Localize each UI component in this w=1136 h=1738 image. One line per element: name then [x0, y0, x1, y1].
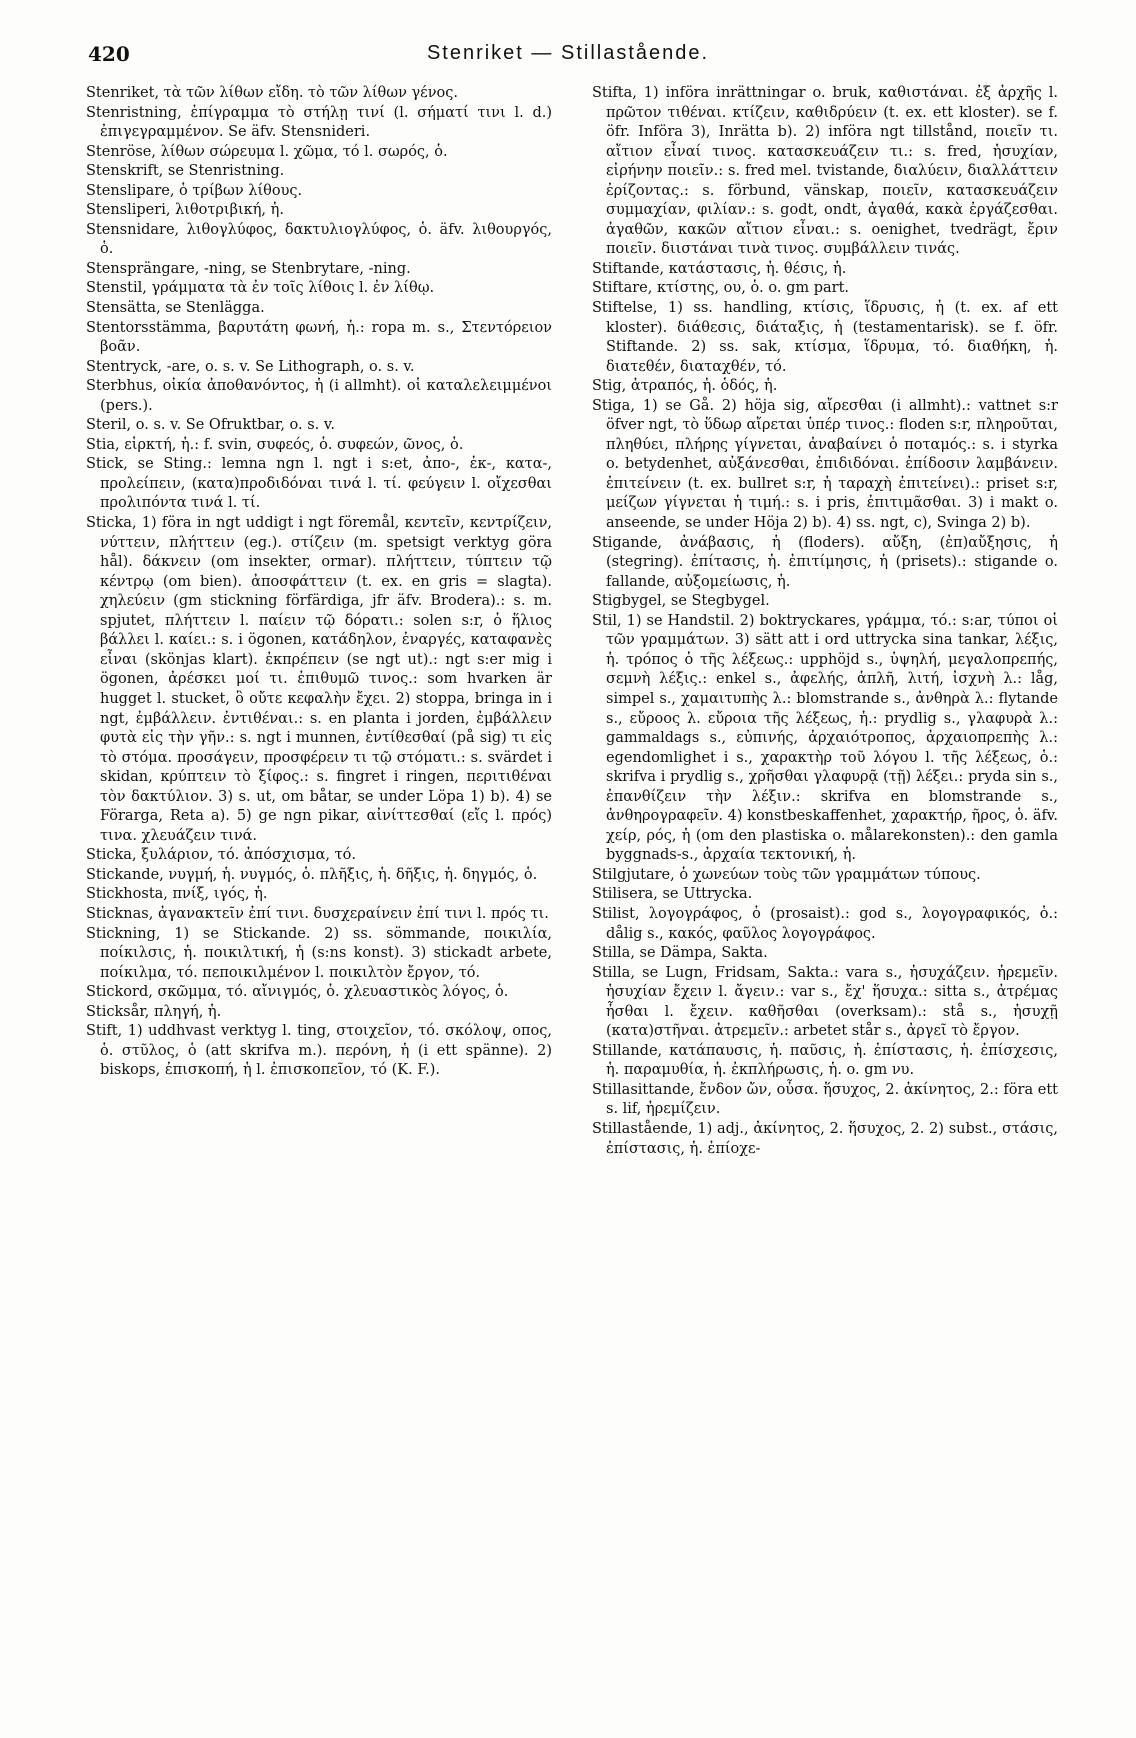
dictionary-entry: Stensliperi, λιθοτριβική, ἡ.	[86, 202, 284, 219]
dictionary-entry: Stiftare, κτίστης, ου, ὁ. o. gm part.	[592, 280, 850, 297]
dictionary-entry: Stilgjutare, ὁ χωνεύων τοὺς τῶν γραμμάτων τύπους.	[592, 866, 981, 883]
dictionary-entry: Stickning, 1) se Stickande. 2) ss. sömmande, ποικιλία, ποίκιλσις, ἡ. ποικιλτική, ἡ (s:ns konst). 3) stickadt arbete, ποίκιλμα, τό. πεποικιλμένον l. ποικιλτὸν ἔργον, τό.	[86, 925, 552, 981]
page-number: 420	[88, 42, 130, 66]
dictionary-entry: Stickande, νυγμή, ἡ. νυγμός, ὁ. πλῆξις, ἡ. δῆξις, ἡ. δηγμός, ὁ.	[86, 866, 538, 883]
dictionary-entry: Stensprängare, -ning, se Stenbrytare, -ning.	[86, 260, 411, 277]
dictionary-entry: Stia, εἱρκτή, ἡ.: f. svin, συφεός, ὁ. συφεών, ῶνος, ὁ.	[86, 436, 464, 453]
dictionary-entry: Stenskrift, se Stenristning.	[86, 163, 285, 180]
dictionary-entry: Sticksår, πληγή, ἡ.	[86, 1003, 222, 1020]
dictionary-entry: Stig, ἀτραπός, ἡ. ὁδός, ἡ.	[592, 378, 778, 395]
dictionary-entry: Sticka, 1) föra in ngt uddigt i ngt föremål, κεντεῖν, κεντρίζειν, νύττειν, πλήττειν (eg.). στίζειν (m. spetsigt verktyg göra hål). δάκνειν (om insekter, ormar). πλήττειν, τύπτειν τῷ κέντρῳ (om bien). ἀποσφάττειν (t. ex. en gris = slagta). χηλεύειν (gm stickning förfärdiga, jfr äfv. Brodera).: s. m. spjutet, πλήττειν l. παίειν τῷ δόρατι.: solen s:r, ὁ ἥλιος βάλλει l. καίει.: s. i ögonen, κατάδηλον, ἐναργές, καταφανὲς εἶναι (skönjas klart). ἐκπρέπειν (se ngt ut).: ngt s:er mig i ögonen, ἀρέσκει μοί τι. ἐπιθυμῶ τινος.: som hvarken är hugget l. stucket, ὃ οὔτε κεφαλὴν ἔχει. 2) stoppa, bringa in i ngt, ἐμβάλλειν. ἐντιθέναι.: s. en planta i jorden, ἐμβάλλειν φυτὰ εἰς τὴν γῆν.: s. ngt i munnen, ἐντίθεσθαί (på sig) τι εἰς τὸ στόμα. προσάγειν, προσφέρειν τι τῷ στόματι.: s. svärdet i skidan, κρύπτειν τὸ ξίφος.: s. fingret i ringen, περιτιθέναι τὸν δακτύλιον. 3) s. ut, om båtar, se under Löpa 1) b). 4) se Förarga, Reta a). 5) ge ngn pikar, αἰνίττεσθαί (εἴς l. πρός) τινα. χλευάζειν τινά.	[86, 515, 552, 844]
dictionary-entry: Stick, se Sting.: lemna ngn l. ngt i s:et, ἀπο-, ἐκ-, κατα-, προλείπειν, (κατα)προδιδόναι τινά l. τί. φεύγειν l. οἴχεσθαι προλιπόντα τινά l. τί.	[86, 456, 552, 512]
running-head: Stenriket — Stillastående.	[426, 42, 710, 64]
dictionary-entry: Stensnidare, λιθογλύφος, δακτυλιογλύφος, ὁ. äfv. λιθουργός, ὁ.	[86, 221, 552, 258]
dictionary-entry: Stillasittande, ἔνδον ὤν, οὖσα. ἥσυχος, 2. ἀκίνητος, 2.: föra ett s. lif, ἠρεμίζειν.	[592, 1081, 1058, 1118]
dictionary-entry: Stiftelse, 1) ss. handling, κτίσις, ἵδρυσις, ἡ (t. ex. af ett kloster). διάθεσις, διάταξις, ἡ (testamentarisk). se f. öfr. Stiftande. 2) ss. sak, κτίσμα, ἵδρυμα, τό. διαθήκη, ἡ. διατεθέν, διαταχθέν, τό.	[592, 300, 1058, 375]
dictionary-entry: Stillande, κατάπαυσις, ἡ. παῦσις, ἡ. ἐπίστασις, ἡ. ἐπίσχεσις, ἡ. παραμυθία, ἡ. ἐκπλήρωσις, ἡ. o. gm νυ.	[592, 1042, 1058, 1079]
dictionary-entry: Stift, 1) uddhvast verktyg l. ting, στοιχεῖον, τό. σκόλοψ, οπος, ὁ. στῦλος, ὁ (att skrifva m.). περόνη, ἡ (i ett spänne). 2) biskops, ἐπισκοπή, ἡ l. ἐπισκοπεῖον, τό (K. F.).	[86, 1023, 552, 1079]
dictionary-entry: Stenstil, γράμματα τὰ ἐν τοῖς λίθοις l. ἐν λίθῳ.	[86, 280, 435, 297]
dictionary-entry: Stifta, 1) införa inrättningar o. bruk, καθιστάναι. ἐξ ἀρχῆς l. πρῶτον τιθέναι. κτίζειν, καθιδρύειν (t. ex. ett kloster). se f. öfr. Införa 3), Inrätta b). 2) införa ngt tillstånd, ποιεῖν τι. αἴτιον εἶναί τινος. κατασκευάζειν τι.: s. fred, ἡσυχίαν, εἰρήνην ποιεῖν.: s. fred mel. tvistande, διαλύειν, διαλλάττειν ἐρίζοντας.: s. förbund, vänskap, ποιεῖν, κατασκευάζειν συμμαχίαν, φιλίαν.: s. godt, ondt, ἀγαθά, κακὰ ἐργάζεσθαι. ἀγαθῶν, κακῶν αἴτιον εἶναι.: s. oenighet, tvedrägt, ἔριν ποιεῖν. διιστάναι τινὰ τινος. συμβάλλειν τινάς.	[592, 85, 1058, 258]
text-columns	[86, 84, 1058, 1724]
dictionary-entry: Stigande, ἀνάβασις, ἡ (floders). αὔξη, (ἐπ)αὔξησις, ἡ (stegring). ἐπίτασις, ἡ. ἐπιτίμησις, ἡ (prisets).: stigande o. fallande, αὐξομείωσις, ἡ.	[592, 534, 1058, 590]
dictionary-entry: Stigbygel, se Stegbygel.	[592, 593, 770, 610]
dictionary-entry: Stilisera, se Uttrycka.	[592, 886, 753, 903]
page-header	[0, 36, 1136, 76]
dictionary-entry: Stickord, σκῶμμα, τό. αἴνιγμός, ὁ. χλευαστικὸς λόγος, ὁ.	[86, 984, 509, 1001]
dictionary-entry: Stiga, 1) se Gå. 2) höja sig, αἴρεσθαι (i allmht).: vattnet s:r öfver ngt, τὸ ὕδωρ αἴρεται ὑπέρ τινος.: floden s:r, πληροῦται, πληθύει, πλήρης γίγνεται, ἀναβαίνει ὁ ποταμός.: s. i styrka o. betydenhet, αὐξάνεσθαι, ἐπιδιδόναι. ἐπίδοσιν λαμβάνειν. ἐπιτείνειν (t. ex. bullret s:r, ἡ ταραχὴ ἐπιτείνει).: priset s:r, μείζων γίγνεται ἡ τιμή.: s. i pris, ἐπιτιμᾶσθαι. 3) i makt o. anseende, se under Höja 2) b). 4) ss. ngt, c), Svinga 2) b).	[592, 397, 1058, 532]
dictionary-entry: Stillastående, 1) adj., ἀκίνητος, 2. ἥσυχος, 2. 2) subst., στάσις, ἐπίστασις, ἡ. ἐπίοχε-	[592, 1120, 1058, 1157]
dictionary-entry: Stilist, λογογράφος, ὁ (prosaist).: god s., λογογραφικός, ὁ.: dålig s., κακός, φαῦλος λογογράφος.	[592, 905, 1058, 942]
left-column	[86, 84, 552, 1724]
dictionary-entry: Stenslipare, ὁ τρίβων λίθους.	[86, 182, 303, 199]
right-column	[592, 84, 1058, 1724]
dictionary-entry: Stentorsstämma, βαρυτάτη φωνή, ἡ.: ropa m. s., Στεντόρειον βοᾶν.	[86, 319, 552, 356]
dictionary-entry: Sterbhus, οἰκία ἀποθανόντος, ἡ (i allmht). οἱ καταλελειμμένοι (pers.).	[86, 378, 552, 414]
dictionary-entry: Stil, 1) se Handstil. 2) boktryckares, γράμμα, τό.: s:ar, τύποι οἱ τῶν γραμμάτων. 3) sätt att i ord uttrycka sina tankar, λέξις, ἡ. τρόπος ὁ τῆς λέξεως.: upphöjd s., ὑψηλή, μεγαλοπρεπής, σεμνὴ λέξις.: enkel s., ἀφελής, ἁπλῆ, λιτή, ἰσχνὴ λ.: låg, simpel s., χαμαιτυπὴς λ.: blomstrande s., ἀνθηρὰ λ.: flytande s., εὔροος λ. εὔροια τῆς λέξεως, ἡ.: prydlig s., γλαφυρὰ λ.: gammaldags s., εὐπινής, ἀρχαιότροπος, ἀρχαιοπρεπὴς λ.: egendomlighet i s., χαρακτὴρ τοῦ λόγου l. τῆς λέξεως, ὁ.: skrifva i prydlig s., χρῆσθαι γλαφυρᾷ (τῇ) λέξει.: pryda sin s., ἐπανθίζειν τὴν λέξιν.: skrifva en blomstrande s., ἀνθηρογραφεῖν. 4) konstbeskaffenhet, χαρακτήρ, ῆρος, ὁ. äfv. χείρ, ρός, ἡ (om den plastiska o. målarekonsten).: den gamla byggnads-s., ἀρχαία τεκτονική, ἡ.	[592, 612, 1058, 864]
dictionary-entry: Sticka, ξυλάριον, τό. ἀπόσχισμα, τό.	[86, 847, 357, 864]
dictionary-entry: Stiftande, κατάστασις, ἡ. θέσις, ἡ.	[592, 260, 847, 277]
dictionary-entry: Stickhosta, πνίξ, ιγός, ἡ.	[86, 886, 268, 903]
dictionary-entry: Stenröse, λίθων σώρευμα l. χῶμα, τό l. σωρός, ὁ.	[86, 143, 448, 160]
dictionary-entry: Stenriket, τὰ τῶν λίθων εἴδη. τὸ τῶν λίθων γένος.	[86, 85, 458, 101]
dictionary-entry: Stensätta, se Stenlägga.	[86, 300, 265, 317]
dictionary-entry: Sticknas, ἀγανακτεῖν ἐπί τινι. δυσχεραίνειν ἐπί τινι l. πρός τι.	[86, 905, 549, 922]
dictionary-entry: Stenristning, ἐπίγραμμα τὸ στήλῃ τινί (l. σήματί τινι l. d.) ἐπιγεγραμμένον. Se äfv. Stensnideri.	[86, 104, 552, 141]
dictionary-entry: Stilla, se Lugn, Fridsam, Sakta.: vara s., ἡσυχάζειν. ἠρεμεῖν. ἡσυχίαν ἔχειν l. ἄγειν.: var s., ἔχ' ἥσυχα.: sitta s., ἀτρέμας ἧσθαι l. ἔχειν. καθῆσθαι (overksam).: stå s., ἡσυχῇ (κατα)στῆναι. ἀτρεμεῖν.: arbetet står s., ἀργεῖ τὸ ἔργον.	[592, 964, 1058, 1040]
dictionary-entry: Steril, o. s. v. Se Ofruktbar, o. s. v.	[86, 417, 335, 434]
dictionary-entry: Stilla, se Dämpa, Sakta.	[592, 945, 768, 962]
dictionary-entry: Stentryck, -are, o. s. v. Se Lithograph, o. s. v.	[86, 358, 415, 375]
